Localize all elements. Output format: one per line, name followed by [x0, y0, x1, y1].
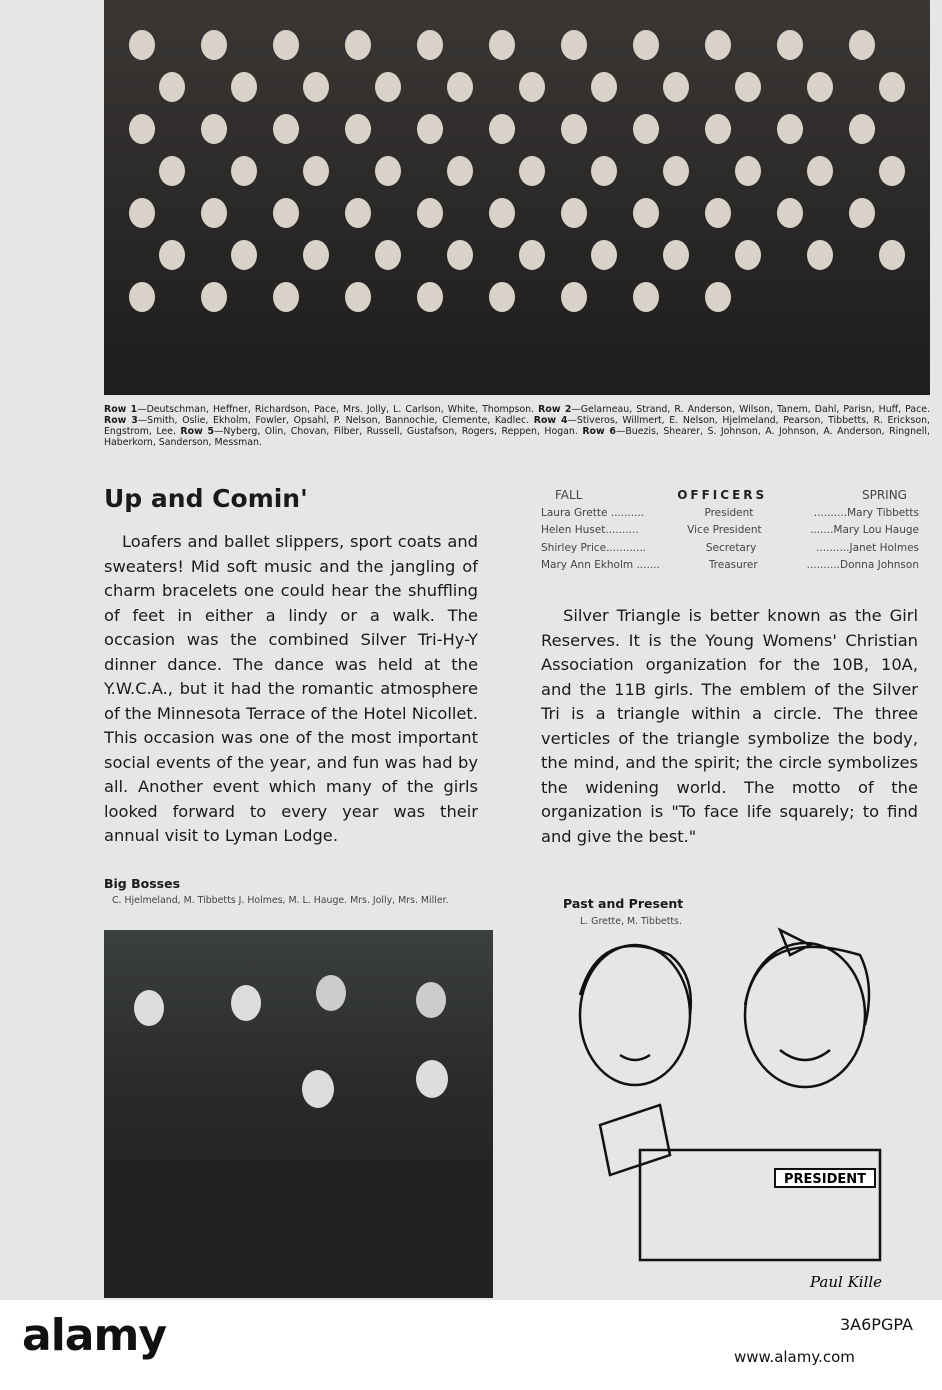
person-face	[129, 282, 155, 312]
big-bosses-photo	[104, 930, 493, 1298]
person-face	[705, 282, 731, 312]
person-face	[777, 198, 803, 228]
row-names: —Stiveros, Willmert, E. Nelson, Hjelmeland, Pearson, Tibbetts, R. Erickson, Engstrom, Lee.	[104, 415, 930, 437]
row-label: Row 4	[533, 415, 568, 426]
person-face	[663, 240, 689, 270]
person-face	[735, 156, 761, 186]
person-face	[417, 30, 443, 60]
artist-signature: Paul Kille	[810, 1273, 883, 1291]
person-face	[345, 282, 371, 312]
person-face	[849, 114, 875, 144]
officer-spring: ..........Janet Holmes	[816, 541, 919, 554]
person-face	[519, 240, 545, 270]
person-face	[879, 72, 905, 102]
person-face	[231, 156, 257, 186]
person-face	[375, 72, 401, 102]
big-bosses-title: Big Bosses	[104, 876, 181, 891]
person-face	[633, 282, 659, 312]
site-url: www.alamy.com	[734, 1348, 855, 1366]
officer-spring: ..........Donna Johnson	[806, 559, 919, 571]
person-face	[447, 240, 473, 270]
person-face	[807, 72, 833, 102]
fall-header: FALL	[555, 488, 583, 502]
person-face	[807, 156, 833, 186]
person-face	[561, 114, 587, 144]
spring-header: SPRING	[861, 488, 907, 502]
person-face	[273, 198, 299, 228]
caricature-drawing	[560, 925, 900, 1300]
person-face	[159, 240, 185, 270]
row-label: Row 5	[180, 426, 215, 437]
row-label: Row 6	[582, 426, 616, 437]
article-body: Loafers and ballet slippers, sport coats and sweaters! Mid soft music and the jangling of charm bracelets one could hear the shuffling of feet in either a lindy or a walk. The occasion was the combined Silver Tri-Hy-Y dinner dance. The dance was held at the Y.W.C.A., but it had the romantic atmosphere of the Minnesota Terrace of the Hotel Nicollet. This occasion was one of the most important social events of the year, and fun was had by all. Another event which many of the girls looked forward to every year was their annual visit to Lyman Lodge.	[104, 532, 478, 845]
person-face	[705, 30, 731, 60]
person-face	[417, 114, 443, 144]
row-names: —Gelarneau, Strand, R. Anderson, Wilson, Tanem, Dahl, Parisn, Huff, Pace.	[571, 404, 931, 415]
person-face	[201, 198, 227, 228]
president-sign-text: PRESIDENT	[783, 1172, 867, 1187]
person-face	[345, 198, 371, 228]
person-face	[489, 282, 515, 312]
person-face	[129, 198, 155, 228]
person-face	[663, 72, 689, 102]
officer-spring: ..........Mary Tibbetts	[813, 506, 919, 519]
officer-office: Vice President	[687, 524, 762, 536]
row-label: Row 2	[538, 404, 572, 415]
officer-fall: Laura Grette ..........	[541, 506, 645, 519]
officer-row	[541, 540, 919, 558]
person-face	[273, 282, 299, 312]
person-face	[561, 282, 587, 312]
officer-spring: .......Mary Lou Hauge	[810, 524, 919, 536]
person-face	[633, 114, 659, 144]
person-face	[231, 240, 257, 270]
past-present-caption: L. Grette, M. Tibbetts.	[580, 916, 682, 927]
person-face	[663, 156, 689, 186]
person-face	[303, 72, 329, 102]
person-face	[735, 72, 761, 102]
row-label: Row 1	[104, 404, 138, 415]
person-face	[849, 30, 875, 60]
person-face	[735, 240, 761, 270]
officer-row	[541, 505, 919, 523]
officer-office: Secretary	[705, 541, 757, 554]
article-title: Up and Comin'	[104, 484, 308, 513]
person-face	[129, 30, 155, 60]
group-photo-caption	[104, 404, 930, 448]
person-face	[489, 30, 515, 60]
person-face	[849, 198, 875, 228]
person-face	[273, 114, 299, 144]
person-face	[129, 114, 155, 144]
person-face	[777, 30, 803, 60]
person-face	[705, 198, 731, 228]
person-face	[273, 30, 299, 60]
officer-fall: Mary Ann Ekholm .......	[541, 559, 660, 571]
person-face	[591, 156, 617, 186]
person-face	[807, 240, 833, 270]
person-face	[879, 240, 905, 270]
person-face	[159, 72, 185, 102]
officers-title: OFFICERS	[677, 488, 768, 502]
person-face	[417, 282, 443, 312]
person-face	[633, 198, 659, 228]
silver-triangle-body: Silver Triangle is better known as the Girl Reserves. It is the Young Womens' Christian Association organization for the 10B, 10A, and the 11B girls. The emblem of the Silver Tri is a triangle within a circle. The three verticles of the triangle symbolize the body, the mind, and the spirit; the circle symbolizes the widening world. The motto of the organization is "To face life squarely; to find and give the best."	[541, 606, 918, 846]
person-face	[303, 240, 329, 270]
person-face	[231, 72, 257, 102]
image-id: 3A6PGPA	[840, 1315, 913, 1334]
person-face	[159, 156, 185, 186]
person-face	[519, 156, 545, 186]
person-face	[879, 156, 905, 186]
big-bosses-caption: C. Hjelmeland, M. Tibbetts J. Holmes, M. L. Hauge. Mrs. Jolly, Mrs. Miller.	[112, 895, 449, 906]
alamy-logo: alamy	[22, 1310, 166, 1361]
officer-fall: Shirley Price............	[541, 541, 647, 554]
person-face	[561, 30, 587, 60]
person-face	[375, 240, 401, 270]
person-face	[303, 156, 329, 186]
officer-office: Treasurer	[708, 559, 758, 571]
person-face	[345, 30, 371, 60]
person-face	[591, 240, 617, 270]
person-face	[447, 72, 473, 102]
officers-table	[541, 487, 919, 575]
person-face	[201, 114, 227, 144]
person-face	[519, 72, 545, 102]
person-face	[633, 30, 659, 60]
person-face	[375, 156, 401, 186]
person-face	[561, 198, 587, 228]
row-names: —Buezis, Shearer, S. Johnson, A. Johnson, A. Anderson, Ringnell, Haberkorn, Sanderson, Messman.	[104, 426, 930, 448]
row-names: —Smith, Oslie, Ekholm, Fowler, Opsahl, P. Nelson, Bannochie, Clemente, Kadlec.	[137, 415, 530, 426]
person-face	[489, 198, 515, 228]
officer-row	[541, 557, 919, 575]
person-face	[489, 114, 515, 144]
person-face	[447, 156, 473, 186]
row-names: —Nyberg, Olin, Chovan, Filber, Russell, Gustafson, Rogers, Reppen, Hogan.	[214, 426, 578, 437]
group-photo	[104, 0, 930, 395]
officer-row	[541, 522, 919, 540]
person-face	[201, 282, 227, 312]
person-face	[777, 114, 803, 144]
officer-fall: Helen Huset..........	[541, 524, 639, 536]
person-face	[201, 30, 227, 60]
row-names: —Deutschman, Heffner, Richardson, Pace, Mrs. Jolly, L. Carlson, White, Thompson.	[137, 404, 535, 415]
row-label: Row 3	[104, 415, 138, 426]
officer-office: President	[704, 506, 754, 519]
person-face	[591, 72, 617, 102]
past-present-title: Past and Present	[563, 896, 684, 911]
person-face	[345, 114, 371, 144]
person-face	[705, 114, 731, 144]
person-face	[417, 198, 443, 228]
